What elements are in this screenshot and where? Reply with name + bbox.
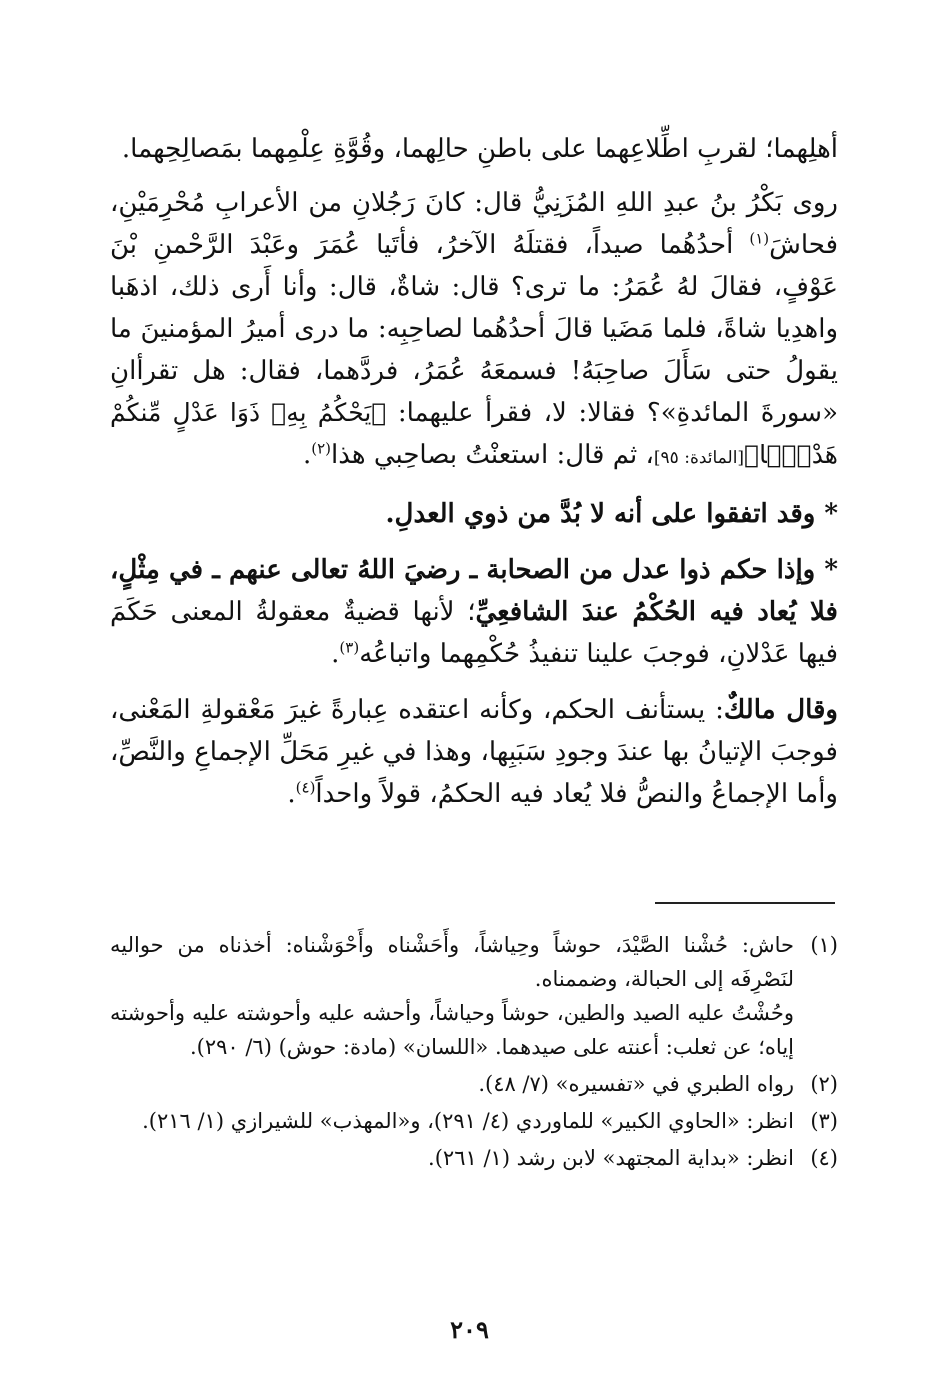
footnote-marker-3[interactable]: (٣) (339, 638, 360, 657)
paragraph-2-text-a: روى بَكْرُ بنُ عبدِ اللهِ المُزَنِيُّ قال: كانَ رَجُلانِ من الأعرابِ مُحْرِمَيْنِ، فحاشَ (110, 188, 838, 260)
footnote-marker-1[interactable]: (١) (749, 229, 770, 248)
footnote-body (110, 1067, 794, 1101)
footnote-line: رواه الطبري في «تفسيره» (٧/ ٤٨). (478, 1072, 794, 1096)
footnote-number: (٢) (810, 1072, 838, 1096)
footnote-body (110, 1141, 794, 1175)
footnote-line: حاش: حُشْنا الصَّيْدَ، حوشاً وحِياشاً، وأَحَشْناه وأَحْوَشْناه: أخذناه من حواليه لنَصْرِفَه إلى الحبالة، وضممناه. (110, 933, 794, 991)
quran-verse: ﴿يَحْكُمُ بِهِۦ ذَوَا عَدْلٍ مِّنكُمْ هَدْيَۢا﴾ (110, 398, 838, 469)
footnotes (110, 928, 838, 1178)
paragraph-2 (110, 182, 838, 479)
footnote-number: (٣) (810, 1109, 838, 1133)
footnote-separator (655, 902, 835, 904)
footnote-line: انظر: «الحاوي الكبير» للماوردي (٤/ ٢٩١)، و«المهذب» للشيرازي (١/ ٢١٦). (142, 1109, 794, 1133)
paragraph-1: أهلِهما؛ لقربِ اطِّلاعِهما على باطنِ حالِهما، وقُوَّةِ عِلْمِهما بمَصالِحِهما. (121, 134, 838, 164)
page-number: ٢٠٩ (450, 1315, 489, 1344)
footnote-line: انظر: «بداية المجتهد» لابن رشد (١/ ٢٦١). (428, 1146, 794, 1170)
quran-reference: [المائدة: ٩٥] (653, 448, 745, 468)
paragraph-5-text: : يستأنف الحكم، وكأنه اعتقده عِبارةً غيرَ مَعْقولةِ المَعْنى، فوجبَ الإتيانُ بها عندَ وجودِ سَبَبِها، وهذا في غيرِ مَحَلِّ الإجماعِ والنَّصِّ، وأما الإجماعُ والنصُّ فلا يُعاد فيه الحكمُ، قولاً واحداً (110, 695, 838, 809)
paragraph-4-end: . (331, 639, 340, 669)
paragraph-5 (110, 689, 838, 815)
footnote-marker-4[interactable]: (٤) (295, 778, 316, 797)
paragraph-2-end: . (302, 440, 312, 470)
paragraph-2-text-b: أحدُهُما صيداً، فقتلَهُ الآخرُ، فأتَيا عُمَرَ وعَبْدَ الرَّحْمنِ بْنَ عَوْفٍ، فقالَ لهُ عُمَرُ: ما ترى؟ قال: شاةٌ، قال: وأنا أَرى ذلك، اذهَبا واهدِيا شاةً، فلما مَضَيا قالَ أحدُهُما لصاحِبِه: ما درى أميرُ المؤمنينَ ما يقولُ حتى سَأَلَ صاحِبَهُ! فسمعَهُ عُمَرُ، فردَّهما، فقال: هل تقرأانِ «سورةَ المائدةِ»؟ فقالا: لا، فقرأ عليهما: (110, 230, 838, 428)
footnote-marker-2[interactable]: (٢) (311, 439, 331, 458)
footnote-1 (110, 928, 838, 1064)
footnote-3 (110, 1104, 838, 1138)
paragraph-5-bold: وقال مالكٌ (723, 695, 838, 725)
footnote-4 (110, 1141, 838, 1175)
paragraph-3: * وقد اتفقوا على أنه لا بُدَّ من ذوي العدلِ. (385, 499, 838, 529)
footnote-2 (110, 1067, 838, 1101)
paragraph-2-text-c: ، ثم قال: استعنْتُ بصاحِبي هذا (331, 440, 654, 470)
footnote-number: (٤) (810, 1146, 838, 1170)
paragraph-4-text: ؛ لأنها قضيةٌ معقولةُ المعنى حَكَمَ فيها عَدْلانِ، فوجبَ علينا تنفيذُ حُكْمِهما واتباعُه (110, 597, 838, 669)
footnote-body (110, 1104, 794, 1138)
footnote-line: وحُشْتُ عليه الصيد والطين، حوشاً وحياشاً، وأحشه عليه وأحوشته عليه وأحوشته إياه؛ عن ثعلب: أعنته على صيدهما. «اللسان» (مادة: حوش) (٦/ ٢٩٠). (110, 1001, 794, 1059)
main-text (110, 128, 838, 815)
footnote-number: (١) (810, 933, 838, 957)
paragraph-4-bold: * وإذا حكم ذوا عدل من الصحابة ـ رضيَ اللهُ تعالى عنهم ـ في مِثْلٍ، فلا يُعاد فيه الحُكْمُ عندَ الشافعِيِّ (110, 555, 838, 627)
paragraph-4 (110, 549, 838, 675)
paragraph-5-end: . (287, 779, 296, 809)
footnote-body (110, 928, 794, 1064)
